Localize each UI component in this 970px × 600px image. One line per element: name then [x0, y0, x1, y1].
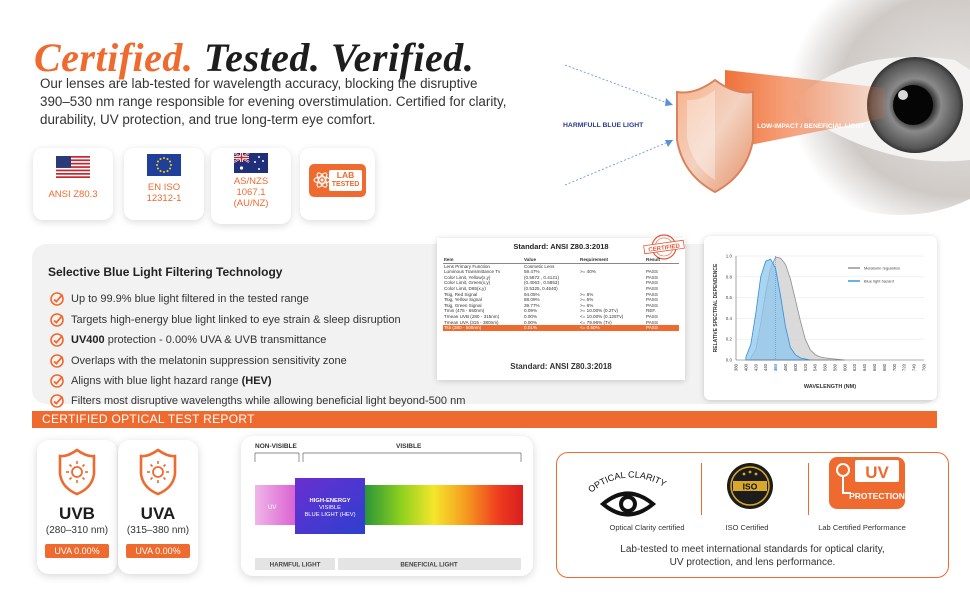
feature-bold: (HEV) — [241, 375, 272, 387]
feature-text: Filters most disruptive wavelengths while allowing beneficial light beyond-500 nm — [71, 395, 466, 407]
headline-main: Tested. Verified. — [203, 35, 475, 80]
sun-shield-icon — [57, 448, 97, 496]
beneficial-light-label: LOW-IMPACT / BENEFICIAL LIGHT — [757, 123, 865, 130]
table-cell: Luminous Transmittance Tv — [444, 269, 501, 275]
feature-text: Up to 99.9% blue light filtered in the tested range — [71, 293, 309, 305]
table-cell: 39.77% — [524, 302, 540, 308]
y-tick-label: 0.8 — [725, 274, 732, 280]
y-tick-label: 1.0 — [725, 253, 732, 259]
non-visible-label: NON-VISIBLE — [255, 443, 297, 450]
table-row — [443, 325, 679, 331]
uv-value-badge: UVA 0.00% — [45, 544, 109, 558]
lab-word: LAB — [336, 170, 355, 180]
table-cell: PASS — [646, 319, 658, 325]
x-tick-label: 700 — [891, 364, 897, 372]
lab-tested-text — [329, 170, 362, 191]
light-spectrum-card — [241, 436, 533, 576]
x-tick-label: 680 — [881, 364, 887, 372]
uv-badge-subtext: PROTECTION — [849, 491, 905, 501]
table-cell: REF. — [646, 308, 656, 314]
uv-value-badge: UVA 0.00% — [126, 544, 190, 558]
test-report-banner: CERTIFIED OPTICAL TEST REPORT — [32, 411, 937, 428]
x-tick-label: 660 — [872, 364, 878, 372]
x-tick-label: 720 — [901, 364, 907, 372]
table-cell: Cosmetic Lens — [524, 263, 555, 269]
table-cell: <= 0.50% — [579, 325, 645, 331]
table-cell: <= 10.00% (0.125Tv) — [580, 313, 624, 319]
column-header: Result — [645, 257, 679, 263]
hev-label-3: BLUE LIGHT (HEV) — [304, 512, 356, 518]
table-cell: Lens Primary Function — [444, 263, 490, 269]
table-cell: >= 40% — [580, 269, 596, 275]
check-icon — [50, 333, 64, 347]
cert-label: AS/NZS 1067.1 (AU/NZ) — [233, 176, 269, 209]
us-flag-icon — [56, 156, 90, 178]
x-tick-label: 460 — [773, 364, 779, 372]
pupil — [893, 85, 933, 125]
x-tick-label: 600 — [842, 364, 848, 372]
x-tick-label: 540 — [812, 364, 818, 372]
iso-certified-icon — [725, 461, 775, 511]
table-cell: PASS — [646, 280, 658, 286]
feature-item — [50, 292, 309, 306]
feature-item — [50, 394, 465, 408]
table-cell: (0.5325, 0.4640) — [524, 285, 558, 291]
uva-card — [118, 440, 198, 574]
headline-accent: Certified. — [34, 35, 194, 80]
check-icon — [50, 394, 64, 408]
uvb-card — [37, 440, 117, 574]
au-flag-icon — [234, 153, 268, 173]
hev-label-2: VISIBLE — [319, 505, 341, 511]
uv-band-label: UV — [268, 505, 277, 511]
uv-range: (315–380 nm) — [126, 525, 190, 536]
tested-word: TESTED — [331, 181, 360, 188]
check-icon — [50, 313, 64, 327]
feature-item — [50, 313, 401, 327]
table-cell: >= 6% — [580, 302, 594, 308]
feature-text: Aligns with blue light hazard range — [71, 375, 242, 387]
optical-clarity-word: OPTICAL CLARITY — [586, 469, 669, 495]
uv-type: UVB — [59, 504, 95, 523]
table-cell: PASS — [646, 302, 658, 308]
iso-badge-text: ISO — [742, 481, 758, 492]
x-tick-label: 620 — [852, 364, 858, 372]
spectral-chart — [704, 236, 937, 400]
table-cell: (0.4063 , 0.5853) — [524, 280, 559, 286]
table-cell: PASS — [646, 285, 658, 291]
hev-label-1: HIGH-ENERGY — [309, 498, 351, 504]
table-cell: PASS — [646, 297, 658, 303]
sun-shield-icon — [138, 448, 178, 496]
table-cell: Tmean UVB (280 - 315nm) — [444, 313, 500, 319]
table-cell: Tsig, Green Signal — [444, 302, 482, 308]
feature-text: protection - 0.00% UVA & UVB transmittance — [104, 334, 327, 346]
table-cell: 0.00% — [524, 313, 538, 319]
features-title: Selective Blue Light Filtering Technology — [48, 265, 283, 279]
x-tick-label: 400 — [743, 364, 749, 372]
y-axis-label: RELATIVE SPECTRAL DEPENDENCE — [713, 263, 719, 353]
table-cell: PASS — [645, 325, 679, 331]
table-cell: >= 10.00% (0.2Tv) — [580, 308, 619, 314]
quality-certifications-card — [556, 452, 949, 578]
table-cell: 0.09% — [524, 308, 538, 314]
legend-label: Blue light hazard — [864, 278, 894, 284]
table-body — [443, 263, 679, 331]
x-tick-label: 420 — [753, 364, 759, 372]
y-tick-label: 0.4 — [725, 315, 732, 321]
table-cell: 59.47% — [524, 269, 540, 275]
x-tick-label: 500 — [792, 364, 798, 372]
column-header: Item — [443, 257, 523, 263]
table-cell: PASS — [646, 269, 658, 275]
cert-card-en-iso — [124, 148, 204, 220]
column-header: Value — [523, 257, 579, 263]
table-cell: Tsig, Yellow Signal — [444, 297, 482, 303]
legend-label: Melatonin regulation — [864, 265, 901, 271]
uv-range: (280–310 nm) — [45, 525, 109, 536]
eu-flag-icon — [147, 154, 181, 176]
light-spectrum — [241, 436, 533, 576]
table-cell: Tmin (475 - 650nm) — [444, 308, 485, 314]
cert-label: EN ISO 12312-1 — [146, 182, 182, 204]
y-tick-label: 0.2 — [725, 336, 732, 342]
x-tick-label: 380 — [733, 364, 739, 372]
cert-card-ansi — [33, 148, 113, 220]
feature-item — [50, 374, 272, 388]
hero-illustration — [555, 0, 970, 225]
x-tick-label: 580 — [832, 364, 838, 372]
table-cell: PASS — [646, 313, 658, 319]
intro-paragraph: Our lenses are lab-tested for wavelength accuracy, blocking the disruptive 390–530 nm range responsible for evening overstimulation. Certified for clarity, durability, UV protection, and true long-term eye comfort. — [40, 76, 507, 127]
lab-tested-badge — [309, 164, 366, 197]
x-tick-label: 520 — [802, 364, 808, 372]
divider — [701, 463, 702, 515]
table-cell: (0.5872 , 0.4121) — [524, 274, 559, 280]
x-tick-label: 440 — [763, 364, 769, 372]
uv-protection-icon — [829, 455, 907, 513]
x-tick-label: 560 — [822, 364, 828, 372]
table-cell: <= 79.96% (Tv) — [580, 319, 612, 325]
beneficial-light-tag: BENEFICIAL LIGHT — [400, 561, 458, 569]
table-cell: Tsig, Red Signal — [444, 291, 478, 297]
visible-label: VISIBLE — [396, 443, 422, 450]
test-report-table-card — [437, 238, 685, 380]
x-tick-label: 740 — [911, 364, 917, 372]
lab-performance-label: Lab Certified Performance — [818, 523, 906, 532]
uv-badge-text: UV — [865, 463, 889, 482]
table-footer: Standard: ANSI Z80.3:2018 — [510, 362, 612, 371]
x-axis-label: WAVELENGTH (NM) — [803, 384, 857, 390]
table-cell: >= 6% — [580, 297, 594, 303]
page-headline — [34, 34, 474, 81]
optical-clarity-label: Optical Clarity certified — [609, 523, 685, 532]
table-cell: PASS — [646, 291, 658, 297]
table-cell: 0.00% — [524, 319, 538, 325]
uv-type: UVA — [140, 504, 176, 523]
table-cell: Tmean UVA (315 - 380nm) — [444, 319, 499, 325]
svg-text:OPTICAL CLARITY — [586, 469, 668, 494]
test-report-table — [443, 257, 679, 331]
x-tick-label: 760 — [921, 364, 927, 372]
feature-text: Targets high-energy blue light linked to eye strain & sleep disruption — [71, 314, 401, 326]
spectral-chart-card — [704, 236, 937, 400]
x-tick-label: 480 — [782, 364, 788, 372]
optical-clarity-icon — [573, 463, 683, 523]
table-cell: 88.09% — [524, 297, 540, 303]
feature-item — [50, 354, 347, 368]
cert-label: ANSI Z80.3 — [48, 189, 98, 200]
quality-description: Lab-tested to meet international standards for optical clarity, UV protection, and lens performance. — [620, 544, 885, 568]
y-tick-label: 0.0 — [725, 357, 732, 363]
table-cell: Color Limit, D65(x,y) — [444, 285, 486, 291]
table-title: Standard: ANSI Z80.3:2018 — [513, 242, 609, 251]
cert-card-asnzs — [211, 148, 291, 224]
check-icon — [50, 292, 64, 306]
stamp-text: CERTIFIED — [648, 243, 681, 254]
feature-bold: UV400 — [71, 334, 105, 346]
table-cell: 0.01% — [523, 325, 579, 331]
table-cell: >= 8% — [580, 291, 594, 297]
harmful-light-label: HARMFULL BLUE LIGHT — [563, 122, 644, 129]
lab-tested-card — [300, 148, 375, 220]
check-icon — [50, 374, 64, 388]
divider — [808, 463, 809, 515]
table-cell: Tsb (380 - 500nm) — [443, 325, 523, 331]
iso-certified-label: ISO Certified — [725, 523, 769, 532]
x-tick-label: 640 — [862, 364, 868, 372]
table-cell: Color Limit, Yellow(x,y) — [444, 274, 491, 280]
y-tick-label: 0.6 — [725, 295, 732, 301]
table-cell: 94.05% — [524, 291, 540, 297]
check-icon — [50, 354, 64, 368]
table-cell: PASS — [646, 274, 658, 280]
column-header: Requirement — [579, 257, 645, 263]
table-cell: Color Limit, Green(x,y) — [444, 280, 491, 286]
feature-text: Overlaps with the melatonin suppression sensitivity zone — [71, 355, 347, 367]
harmful-light-tag: HARMFUL LIGHT — [269, 561, 321, 569]
feature-item — [50, 333, 326, 347]
